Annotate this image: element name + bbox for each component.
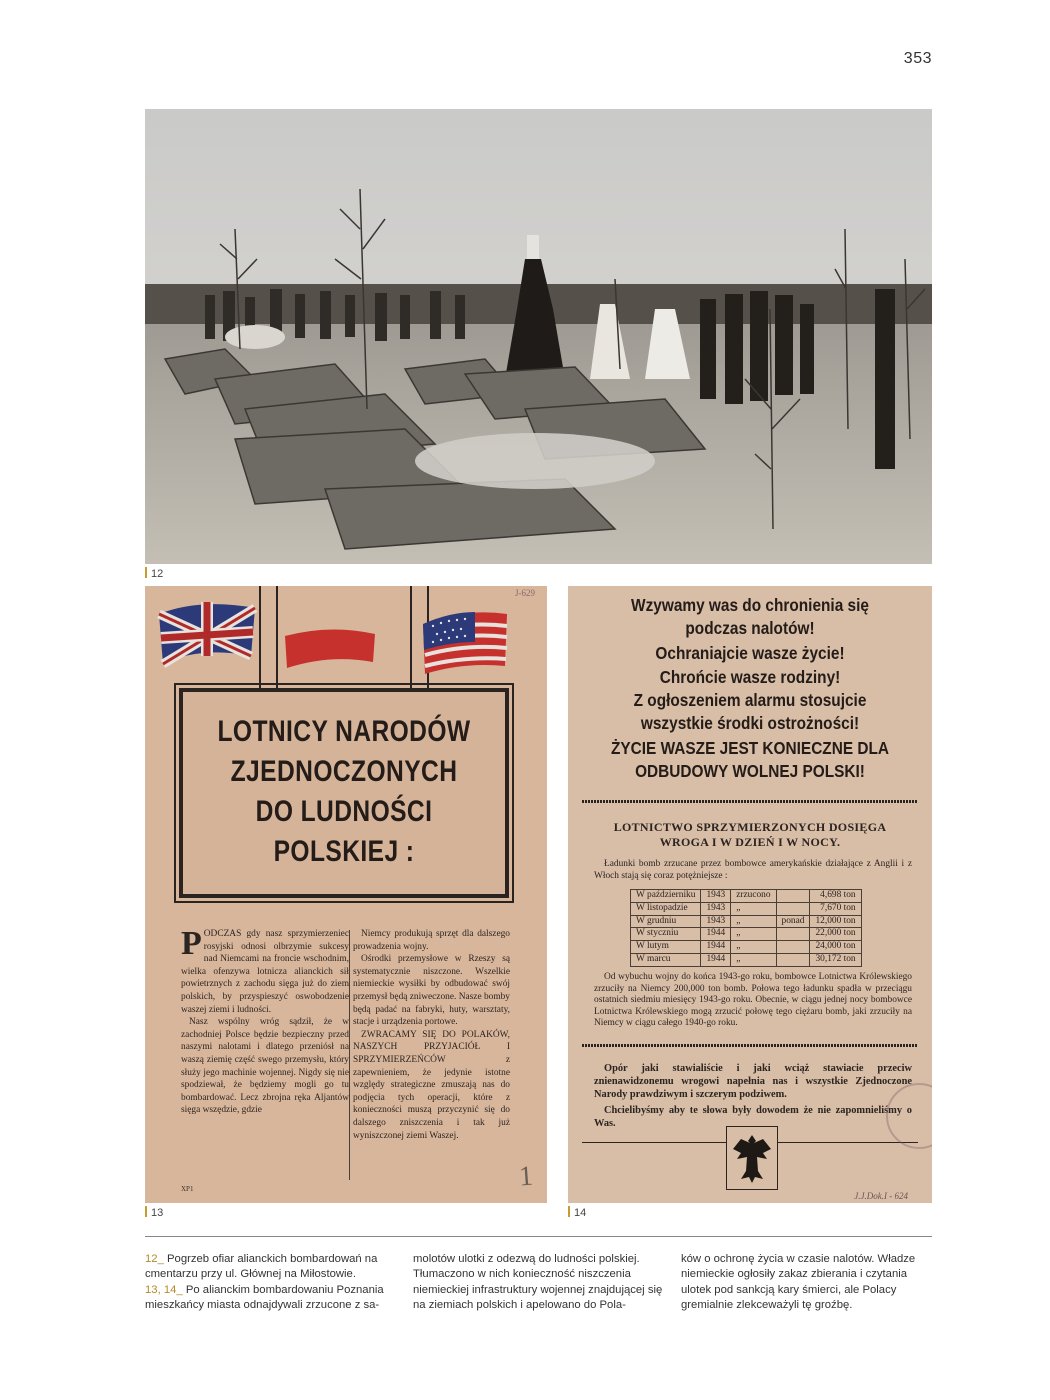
table-cell: 1943 (701, 902, 731, 915)
headline-line: ODBUDOWY WOLNEJ POLSKI! (635, 761, 865, 782)
subheading-line: LOTNICTWO SPRZYMIERZONYCH DOSIĘGA (613, 820, 887, 834)
leaflet-column-2 (353, 928, 510, 1142)
table-row (631, 928, 862, 941)
caption-number: 13, 14_ (145, 1283, 183, 1296)
table-cell (776, 902, 810, 915)
caption-column-2: molotów ulotki z odezwą do ludności polskiej. Tłumaczono w nich konieczność niszczenia niemieckiej infrastruktury wojennej znajdującej się na ziemiach polskich i apelowano do Pola- (413, 1253, 663, 1312)
table-cell: 1944 (701, 928, 731, 941)
table-cell: „ (731, 915, 776, 928)
table-row (631, 941, 862, 954)
page-number: 353 (903, 50, 932, 67)
caption-separator (145, 1236, 932, 1237)
headline-line: wszystkie środki ostrożności! (640, 713, 860, 734)
table-cell: W lutym (631, 941, 701, 954)
table-cell: W listopadzie (631, 902, 701, 915)
headline-line: ŻYCIE WASZE JEST KONIECZNE DLA (610, 738, 890, 759)
figure-13-label: 13 (145, 1206, 163, 1219)
leaflet-subheading (568, 820, 932, 850)
title-line: DO LUDNOŚCI (255, 795, 433, 828)
title-line: LOTNICY NARODÓW (217, 715, 471, 748)
caption-column-3: ków o ochronę życia w czasie nalotów. Władze niemieckie ogłosiły zakaz zbierania i czytania ulotek pod sankcją kary śmierci, ale Polacy gremialnie zlekceważyli tę groźbę. (681, 1253, 916, 1312)
separator-rule (582, 800, 918, 803)
paragraph: Niemcy produkują sprzęt dla dalszego prowadzenia wojny. (353, 929, 510, 952)
caption-number: 12_ (145, 1253, 164, 1265)
headline-line: Wzywamy was do chronienia się (631, 595, 869, 615)
paragraph: ODCZAS gdy nasz sprzymierzeniec rosyjski odnosi olbrzymie sukcesy nad Niemcami na froncie wschodnim, wielka ofenzywa lotnicza alianckich sił powietrznych z zachodu sięga już do ziem polskich, by przyspieszyć oswobodzenie waszej ziemi i ludności. (181, 929, 349, 1015)
table-cell: 22,000 ton (810, 928, 861, 941)
table-cell: W marcu (631, 953, 701, 966)
handwritten-number: 1 (517, 1160, 535, 1193)
archive-stamp: J-629 (515, 588, 535, 598)
table-cell: 30,172 ton (810, 953, 861, 966)
table-row (631, 890, 862, 903)
table-cell: ponad (776, 915, 810, 928)
subheading-line: WROGA I W DZIEŃ I W NOCY. (659, 835, 841, 849)
table-row (631, 915, 862, 928)
divider-line (582, 1142, 726, 1143)
paragraph: Ośrodki przemysłowe w Rzeszy są systematycznie niszczone. Wszelkie niemieckie wysiłki by odbudować swój przemysł będą zniweczone. Nasze bomby będą padać na fabryki, huty, warsztaty, stacje i urządzenia portowe. (353, 954, 510, 1028)
divider-line (776, 1142, 918, 1143)
table-cell: 24,000 ton (810, 941, 861, 954)
caption-text: Po alianckim bombardowaniu Poznania mieszkańcy miasta odnajdywali zrzucone z sa- (145, 1283, 384, 1312)
table-cell: 1943 (701, 890, 731, 903)
table-cell: zrzucono (731, 890, 776, 903)
table-cell: 1944 (701, 941, 731, 954)
paragraph: ZWRACAMY SIĘ DO POLAKÓW, NASZYCH PRZYJACIÓŁ I SPRZYMIERZEŃCÓW z zapewnieniem, że jedynie istotne względy strategiczne zmuszają nas do podjęcia tych operacji, które z konieczności muszą przyczynić się do dalszego zniszczenia i tak już wyniszczonej ziemi Waszej. (353, 1029, 510, 1141)
tribute-paragraph: Opór jaki stawialiście i jaki wciąż stawiacie przeciw znienawidzonemu wrogowi napełnia nas i wszystkie Zjednoczone Narody prawdziwym i szczerym podziwem. (594, 1063, 912, 1101)
table-cell (776, 890, 810, 903)
print-code: XP1 (181, 1185, 194, 1193)
table-cell (776, 928, 810, 941)
figure-12-label: 12 (145, 567, 163, 580)
bomb-tonnage-table (630, 889, 862, 967)
remembrance-paragraph: Chcielibyśmy aby te słowa były dowodem że nie zapomnieliśmy o Was. (594, 1105, 912, 1130)
table-cell: 7,670 ton (810, 902, 861, 915)
polish-eagle-emblem (726, 1126, 778, 1190)
allied-flags (145, 586, 547, 696)
table-cell: 1944 (701, 953, 731, 966)
headline-line: podczas nalotów! (685, 618, 815, 639)
caption-text: Pogrzeb ofiar alianckich bombardowań na cmentarzu przy ul. Głównej na Miłostowie. (145, 1253, 378, 1281)
leaflet-column-1 (181, 925, 349, 1117)
headline-line: Chrońcie wasze rodziny! (659, 666, 841, 687)
table-cell: 1943 (701, 915, 731, 928)
polish-flag (285, 629, 375, 668)
title-line: ZJEDNOCZONYCH (230, 755, 458, 788)
body-paragraph: Od wybuchu wojny do końca 1943-go roku, bombowce Lotnictwa Królewskiego zrzuciły na Niemcy 200,000 ton bomb. Połowa tego ładunku spadła w przeciągu ostatnich siedmiu miesięcy 1943-go roku. Obecnie, w ciągu jednej nocy bombowce Lotnictwa Królewskiego mogą zrzucić połowę tego ciężaru bomb, jaki zrzuciły na Niemcy w ciągu całego 1940-go roku. (594, 972, 912, 1029)
table-cell: „ (731, 953, 776, 966)
leaflet-united-nations-airmen (145, 586, 547, 1203)
table-cell: „ (731, 902, 776, 915)
table-cell: W grudniu (631, 915, 701, 928)
intro-paragraph: Ładunki bomb zrzucane przez bombowce amerykańskie działające z Anglii i z Włoch stają się coraz potężniejsze : (594, 859, 912, 881)
paragraph: Nasz wspólny wróg sądził, że w zachodniej Polsce będzie bezpieczny przed naszymi nalotami i dlatego przeniósł na waszą ziemię część swego przemysłu, który służy jego machinie wojennej. Nigdy się nie spodziewał, że będziemy mogli go tu bombardować. Lecz zbrojna ręka Aljantów sięga wszędzie, gdzie (181, 1017, 349, 1116)
separator-rule (582, 1044, 918, 1047)
table-cell (776, 941, 810, 954)
headline-line: Ochraniajcie wasze życie! (655, 643, 845, 664)
caption-column-1 (145, 1252, 395, 1314)
leaflet-title-box (179, 688, 509, 898)
leaflet-air-raid-protection (568, 586, 932, 1203)
table-cell: 4,698 ton (810, 890, 861, 903)
leaflet-headline (590, 594, 910, 784)
document-reference: J.J.Dok.I - 624 (854, 1191, 908, 1201)
funeral-photo (145, 109, 932, 564)
figure-14-label: 14 (568, 1206, 586, 1219)
table-cell: W październiku (631, 890, 701, 903)
title-line: POLSKIEJ : (273, 835, 415, 868)
table-row (631, 953, 862, 966)
column-divider (349, 930, 350, 1180)
table-row (631, 902, 862, 915)
table-cell (776, 953, 810, 966)
uk-flag (159, 602, 255, 664)
table-cell: W styczniu (631, 928, 701, 941)
table-cell: „ (731, 928, 776, 941)
table-cell: 12,000 ton (810, 915, 861, 928)
table-cell: „ (731, 941, 776, 954)
us-flag (423, 612, 507, 674)
dropcap: P (181, 925, 202, 962)
headline-line: Z ogłoszeniem alarmu stosujcie (633, 689, 867, 710)
